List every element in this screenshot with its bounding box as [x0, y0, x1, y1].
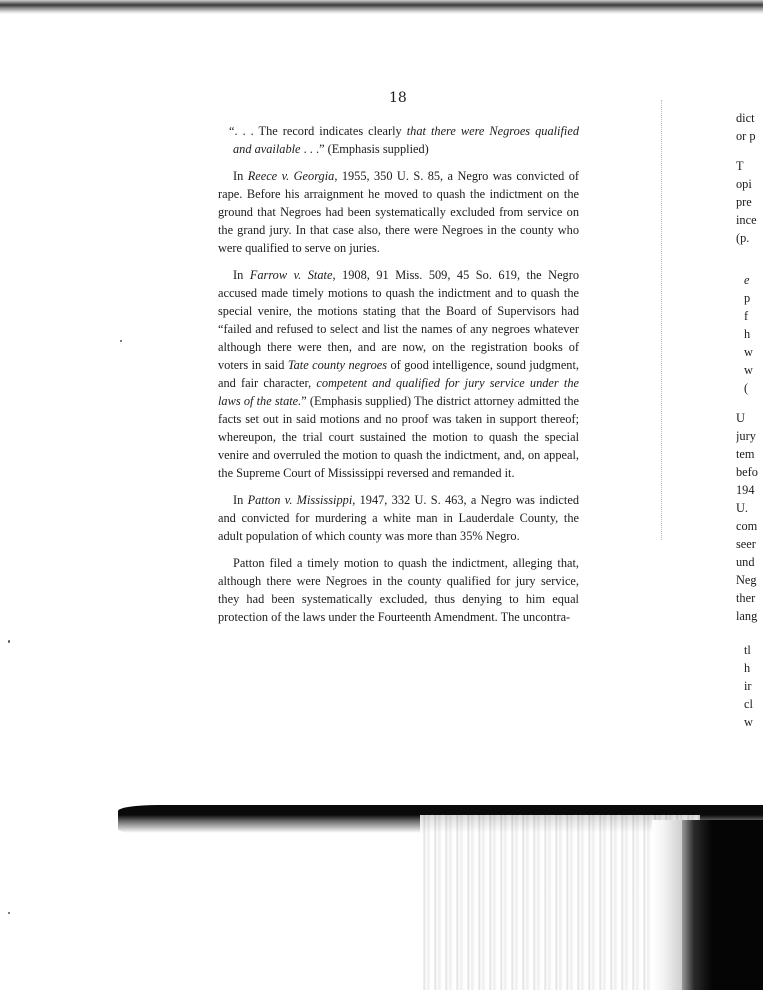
text-run: 1955, 350 U. S. 85, a Negro was convicted of rape. Before his arraignment he moved to quash the indictment on the ground that Negroes had been systematically excluded from service on the grand jury. In that case also, there were Negroes in the county who were qualified to serve on juries.: [218, 169, 579, 255]
paragraph-farrow: [218, 266, 579, 482]
italic-run: that there were Negroes qualified and available: [233, 124, 579, 156]
fragment-text: com: [736, 519, 758, 533]
fragment-text: or p: [736, 129, 756, 143]
text-run: . . .” (Emphasis supplied): [300, 142, 429, 156]
scan-dark-corner: [682, 820, 763, 990]
fragment-text: p: [744, 291, 751, 305]
italic-run: Reece v. Georgia,: [247, 169, 338, 183]
italic-run: Patton v. Mississippi,: [247, 493, 356, 507]
fragment-text: ince: [736, 213, 757, 227]
fragment-text: befo: [736, 465, 758, 479]
fragment-text: (: [744, 381, 749, 395]
page-number: 18: [389, 90, 407, 106]
italic-run: competent and qualified for jury service under the laws of the state.: [218, 376, 579, 408]
fragment-text: cl: [744, 697, 753, 711]
fragment-text: 194: [736, 483, 755, 497]
fragment-text: opi: [736, 177, 752, 191]
fragment-text: h: [744, 661, 751, 675]
text-run: Patton filed a timely motion to quash the indictment, alleging that, although there were Negroes in the county qualified for jury service, they had been systematically excluded, thus denying to him equal protection of the laws under the Fourteenth Amendment. The uncontra-: [218, 556, 579, 624]
text-run: In: [233, 169, 248, 183]
paragraph-reece: [218, 167, 579, 257]
paragraph-quote: [229, 122, 579, 158]
italic-run: Tate county negroes: [287, 358, 388, 372]
fragment-text: tem: [736, 447, 755, 461]
fragment-text: w: [744, 363, 753, 377]
italic-run: Farrow v. State,: [249, 268, 336, 282]
fragment-text: T: [736, 159, 744, 173]
main-text-column: [218, 122, 579, 635]
fragment-text: seer: [736, 537, 756, 551]
text-run: of good intelligence, sound judgment, and fair character,: [218, 358, 579, 390]
scan-glare: [652, 820, 682, 990]
fragment-text: (p.: [736, 231, 750, 245]
fragment-text: pre: [736, 195, 752, 209]
text-run: “. . . The record indicates clearly: [229, 124, 407, 138]
gutter-mark: [661, 100, 663, 540]
scan-speck: [8, 912, 10, 914]
fragment-text: U: [736, 411, 745, 425]
fragment-text: dict: [736, 111, 755, 125]
scan-speck: [8, 640, 10, 643]
text-run: 1908, 91 Miss. 509, 45 So. 619, the Negro accused made timely motions to quash the indictment and to quash the special venire, the motions stating that the Board of Supervisors had “failed and refused to select and list the names of any negroes whatever although there were then, and are now, on the registration books of voters in said: [218, 268, 579, 372]
fragment-text: lang: [736, 609, 758, 623]
fragment-text: ther: [736, 591, 756, 605]
scan-speck: [120, 340, 122, 342]
text-run: In: [233, 493, 248, 507]
fragment-text: U.: [736, 501, 749, 515]
fragment-text: ir: [744, 679, 752, 693]
adjacent-page-fragments: [736, 0, 763, 760]
fragment-text: f: [744, 309, 749, 323]
fragment-text: Neg: [736, 573, 757, 587]
text-run: 1947, 332 U. S. 463, a Negro was indicted and convicted for murdering a white man in Lauderdale County, the adult population of which county was more than 35% Negro.: [218, 493, 579, 543]
paragraph-motion: [218, 554, 579, 626]
fragment-text: und: [736, 555, 755, 569]
fragment-text: h: [744, 327, 751, 341]
text-run: ” (Emphasis supplied) The district attorney admitted the facts set out in said motions and no proof was taken in support thereof; whereupon, the trial court sustained the motion to quash the special venire and overruled the motion to quash the indictment, and, on appeal, the Supreme Court of Mississippi reversed and remanded it.: [218, 394, 579, 480]
fragment-text: w: [744, 345, 753, 359]
scan-top-edge: [0, 0, 763, 14]
text-run: In: [233, 268, 250, 282]
fragment-text: tl: [744, 643, 751, 657]
fragment-text: e: [744, 273, 750, 287]
fragment-text: w: [744, 715, 753, 729]
fragment-text: jury: [736, 429, 756, 443]
paragraph-patton: [218, 491, 579, 545]
